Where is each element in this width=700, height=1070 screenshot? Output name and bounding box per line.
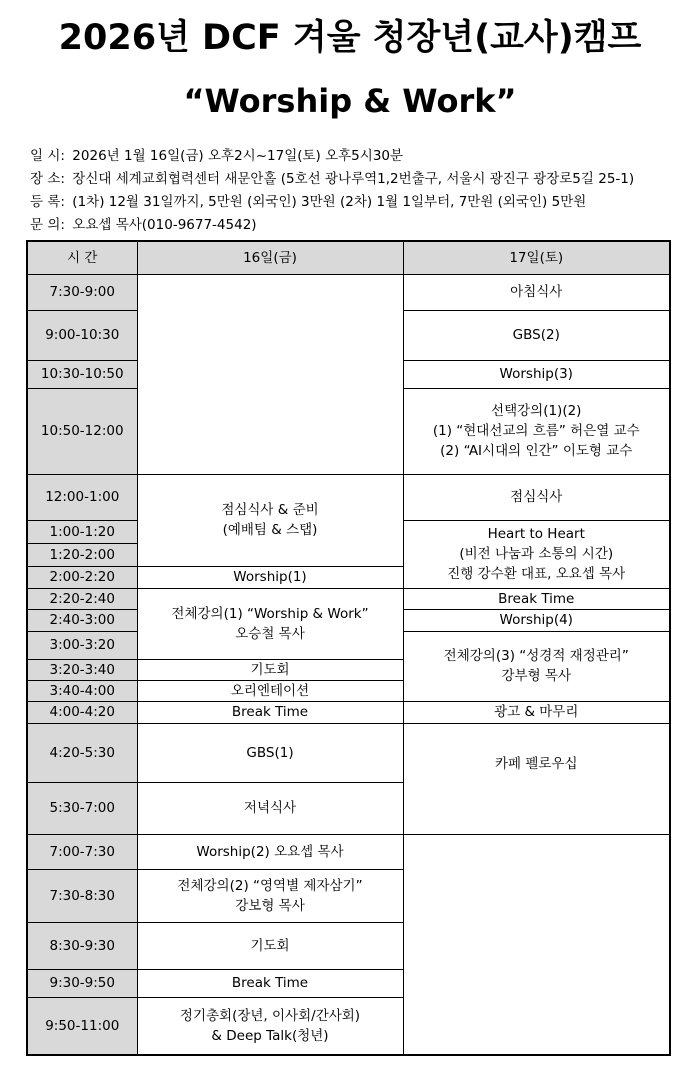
fri-lecture1 (137, 588, 403, 659)
h2h-line1: Heart to Heart (487, 526, 585, 542)
time-cell: 4:00-4:20 (27, 701, 137, 723)
time-cell: 1:20-2:00 (27, 543, 137, 566)
fri-gbs1: GBS(1) (137, 723, 403, 782)
sat-lecture3 (403, 631, 670, 701)
info-value: 2026년 1월 16일(금) 오후2시~17일(토) 오후5시30분 (72, 148, 404, 164)
time-cell: 3:00-3:20 (27, 631, 137, 659)
time-cell: 8:30-9:30 (27, 922, 137, 969)
sat-heart-to-heart (403, 520, 670, 588)
electives-1: (1) “현대선교의 흐름” 허은열 교수 (432, 423, 640, 439)
schedule-table (26, 240, 671, 1056)
table-header-row (27, 241, 670, 274)
lecture1-line1: 전체강의(1) “Worship & Work” (171, 605, 369, 622)
fri-break1: Break Time (137, 701, 403, 723)
time-cell: 9:00-10:30 (27, 310, 137, 360)
fri-worship1: Worship(1) (137, 566, 403, 588)
info-date (30, 145, 634, 168)
fri-orientation: 오리엔테이션 (137, 680, 403, 701)
lecture2-line1: 전체강의(2) “영역별 제자삼기” (177, 877, 363, 894)
fri-lecture2 (137, 869, 403, 922)
info-value: 오요셉 목사(010-9677-4542) (72, 217, 257, 233)
time-cell: 3:20-3:40 (27, 659, 137, 680)
fri-lunch (137, 474, 403, 566)
header-day1: 16일(금) (137, 241, 403, 274)
h2h-line2: (비전 나눔과 소통의 시간) (459, 546, 614, 562)
info-registration (30, 191, 634, 214)
sat-closing: 광고 & 마무리 (403, 701, 670, 723)
sat-electives (403, 388, 670, 474)
time-cell: 2:00-2:20 (27, 566, 137, 588)
page-title: 2026년 DCF 겨울 청장년(교사)캠프 (58, 18, 642, 58)
time-cell: 12:00-1:00 (27, 474, 137, 520)
fri-lunch-line1: 점심식사 & 준비 (221, 502, 319, 518)
time-cell: 10:30-10:50 (27, 360, 137, 388)
sat-break: Break Time (403, 588, 670, 609)
sat-cafe (403, 723, 670, 834)
info-label: 일 시: (30, 148, 65, 164)
fri-prayer: 기도회 (137, 659, 403, 680)
header-day2: 17일(토) (403, 241, 670, 274)
info-value: (1차) 12월 31일까지, 5만원 (외국인) 3만원 (2차) 1월 1일부터, 7만원 (외국인) 5만원 (72, 194, 587, 210)
time-cell: 2:20-2:40 (27, 588, 137, 609)
sat-worship4: Worship(4) (403, 609, 670, 631)
time-cell: 1:00-1:20 (27, 520, 137, 543)
table-row (27, 274, 670, 310)
sat-worship3: Worship(3) (403, 360, 670, 388)
time-cell: 5:30-7:00 (27, 782, 137, 834)
table-row (27, 701, 670, 723)
header-time: 시 간 (27, 241, 137, 274)
table-row (27, 474, 670, 520)
time-cell: 9:50-11:00 (27, 997, 137, 1055)
time-cell: 9:30-9:50 (27, 969, 137, 997)
page-subtitle: “Worship & Work” (183, 82, 517, 120)
fri-worship2: Worship(2) 오요셉 목사 (137, 834, 403, 869)
time-cell: 3:40-4:00 (27, 680, 137, 701)
time-cell: 4:20-5:30 (27, 723, 137, 782)
meeting-line1: 정기총회(장년, 이사회/간사회) (179, 1007, 361, 1024)
lecture3-line2: 강부형 목사 (501, 668, 571, 684)
time-cell: 7:30-8:30 (27, 869, 137, 922)
cafe-box: 카페 펠로우십 (494, 756, 578, 772)
time-cell: 7:30-9:00 (27, 274, 137, 310)
electives-2: (2) “AI시대의 인간” 이도형 교수 (440, 443, 633, 459)
meeting-line2: & Deep Talk(청년) (211, 1027, 329, 1044)
fri-lunch-line2: (예배팀 & 스탭) (222, 522, 318, 538)
table-row (27, 588, 670, 609)
sat-breakfast: 아침식사 (403, 274, 670, 310)
info-label: 등 록: (30, 194, 65, 210)
event-info (30, 145, 634, 237)
info-value: 장신대 세계교회협력센터 새문안홀 (5호선 광나루역1,2번출구, 서울시 광진구 광장로5길 25-1) (72, 171, 635, 187)
info-place (30, 168, 634, 191)
fri-dinner: 저녁식사 (137, 782, 403, 834)
fri-prayer2: 기도회 (137, 922, 403, 969)
table-row (27, 834, 670, 869)
info-label: 문 의: (30, 217, 65, 233)
info-label: 장 소: (30, 171, 65, 187)
time-cell: 7:00-7:30 (27, 834, 137, 869)
time-cell: 10:50-12:00 (27, 388, 137, 474)
electives-title: 선택강의(1)(2) (491, 403, 582, 419)
table-row (27, 723, 670, 782)
fri-empty-morning (137, 274, 403, 474)
sat-lunch: 점심식사 (403, 474, 670, 520)
h2h-line3: 진행 강수환 대표, 오요셉 목사 (447, 566, 626, 582)
info-contact (30, 214, 634, 237)
sat-empty-evening (403, 834, 670, 1055)
fri-break2: Break Time (137, 969, 403, 997)
fri-meeting (137, 997, 403, 1055)
lecture1-line2: 오승철 목사 (235, 625, 305, 642)
sat-gbs2: GBS(2) (403, 310, 670, 360)
lecture2-line2: 강보형 목사 (235, 897, 305, 914)
lecture3-line1: 전체강의(3) “성경적 재정관리” (443, 648, 629, 664)
time-cell: 2:40-3:00 (27, 609, 137, 631)
